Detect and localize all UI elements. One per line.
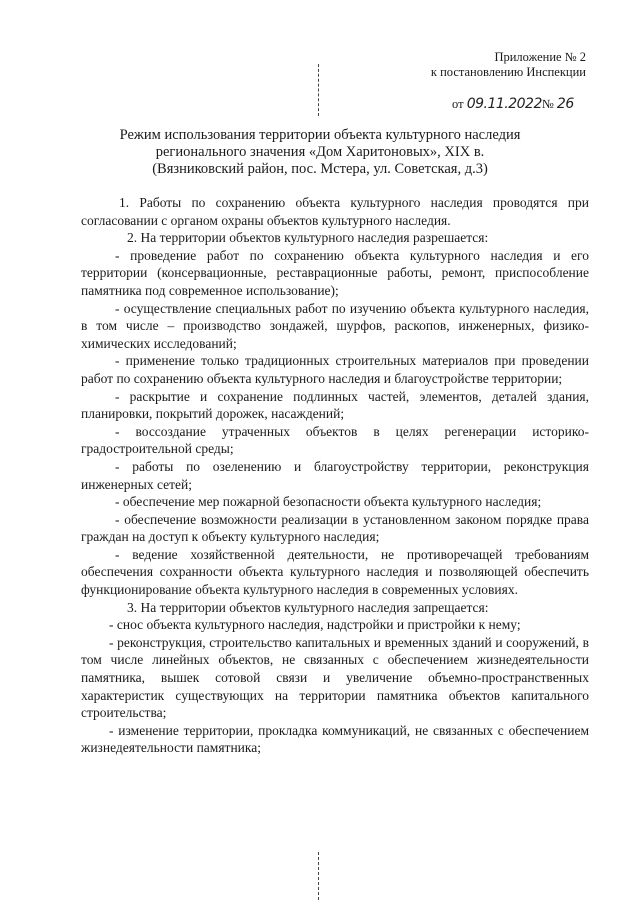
allowed-item: - обеспечение возможности реализации в установленном законом порядке права граждан на доступ к объекту культурного наследия; xyxy=(81,511,589,545)
title-line-2: регионального значения «Дом Харитоновых», XIX в. xyxy=(155,144,485,160)
paragraph-1: 1. Работы по сохранению объекта культурного наследия проводятся при согласовании с органом охраны объектов культурного наследия. xyxy=(81,195,589,228)
date-number-line xyxy=(452,96,574,112)
paragraph-3-heading: 3. На территории объектов культурного наследия запрещается: xyxy=(127,599,489,615)
handwritten-number: 26 xyxy=(556,96,574,112)
prohibited-item: - реконструкция, строительство капитальных и временных зданий и сооружений, в том числе линейных объектов, не связанных с обеспечением жизнедеятельности памятника, вышек сотовой связи и увеличение объемно-пространственных характеристик существующих на территории памятника объектов капитального строительства; xyxy=(81,634,589,721)
scan-fold-line-bottom xyxy=(318,852,319,900)
allowed-item: - обеспечение мер пожарной безопасности объекта культурного наследия; xyxy=(115,494,542,510)
allowed-item: - раскрытие и сохранение подлинных частей, элементов, деталей здания, планировки, покрытий дорожек, насаждений; xyxy=(81,388,589,422)
allowed-item: - проведение работ по сохранению объекта культурного наследия и его территории (консервационные, реставрационные работы, ремонт, приспособление памятника под современное использование); xyxy=(81,247,589,298)
handwritten-date: 09.11.2022 xyxy=(466,96,542,112)
allowed-item: - воссоздание утраченных объектов в целях регенерации историко-градостроительной среды; xyxy=(81,423,589,457)
appendix-header xyxy=(431,50,586,80)
prohibited-item: - снос объекта культурного наследия, надстройки и пристройки к нему; xyxy=(109,617,521,633)
prohibited-item: - изменение территории, прокладка коммуникаций, не связанных с обеспечением жизнедеятельности памятника; xyxy=(81,722,589,756)
appendix-reference: к постановлению Инспекции xyxy=(430,65,586,79)
allowed-item: - применение только традиционных строительных материалов при проведении работ по сохранению объекта культурного наследия и благоустройстве территории; xyxy=(81,353,589,386)
allowed-item: - ведение хозяйственной деятельности, не противоречащей требованиям обеспечения сохранности объекта культурного наследия и позволяющей обеспечить функционирование объекта культурного наследия в современных условиях. xyxy=(81,546,589,598)
allowed-item: - осуществление специальных работ по изучению объекта культурного наследия, в том числе – производство зондажей, шурфов, раскопов, инженерных, физико-химических исследований; xyxy=(81,300,589,351)
paragraph-2-heading: 2. На территории объектов культурного наследия разрешается: xyxy=(127,230,489,246)
number-prefix: № xyxy=(541,97,554,111)
date-prefix: от xyxy=(452,97,464,111)
document-title xyxy=(80,127,560,178)
title-line-3: (Вязниковский район, пос. Мстера, ул. Советская, д.3) xyxy=(152,161,488,177)
scan-fold-line-top xyxy=(318,64,319,116)
appendix-number: Приложение № 2 xyxy=(494,50,586,64)
allowed-item: - работы по озеленению и благоустройству территории, реконструкция инженерных сетей; xyxy=(81,458,589,492)
title-line-1: Режим использования территории объекта культурного наследия xyxy=(119,127,521,143)
document-body xyxy=(81,194,589,757)
